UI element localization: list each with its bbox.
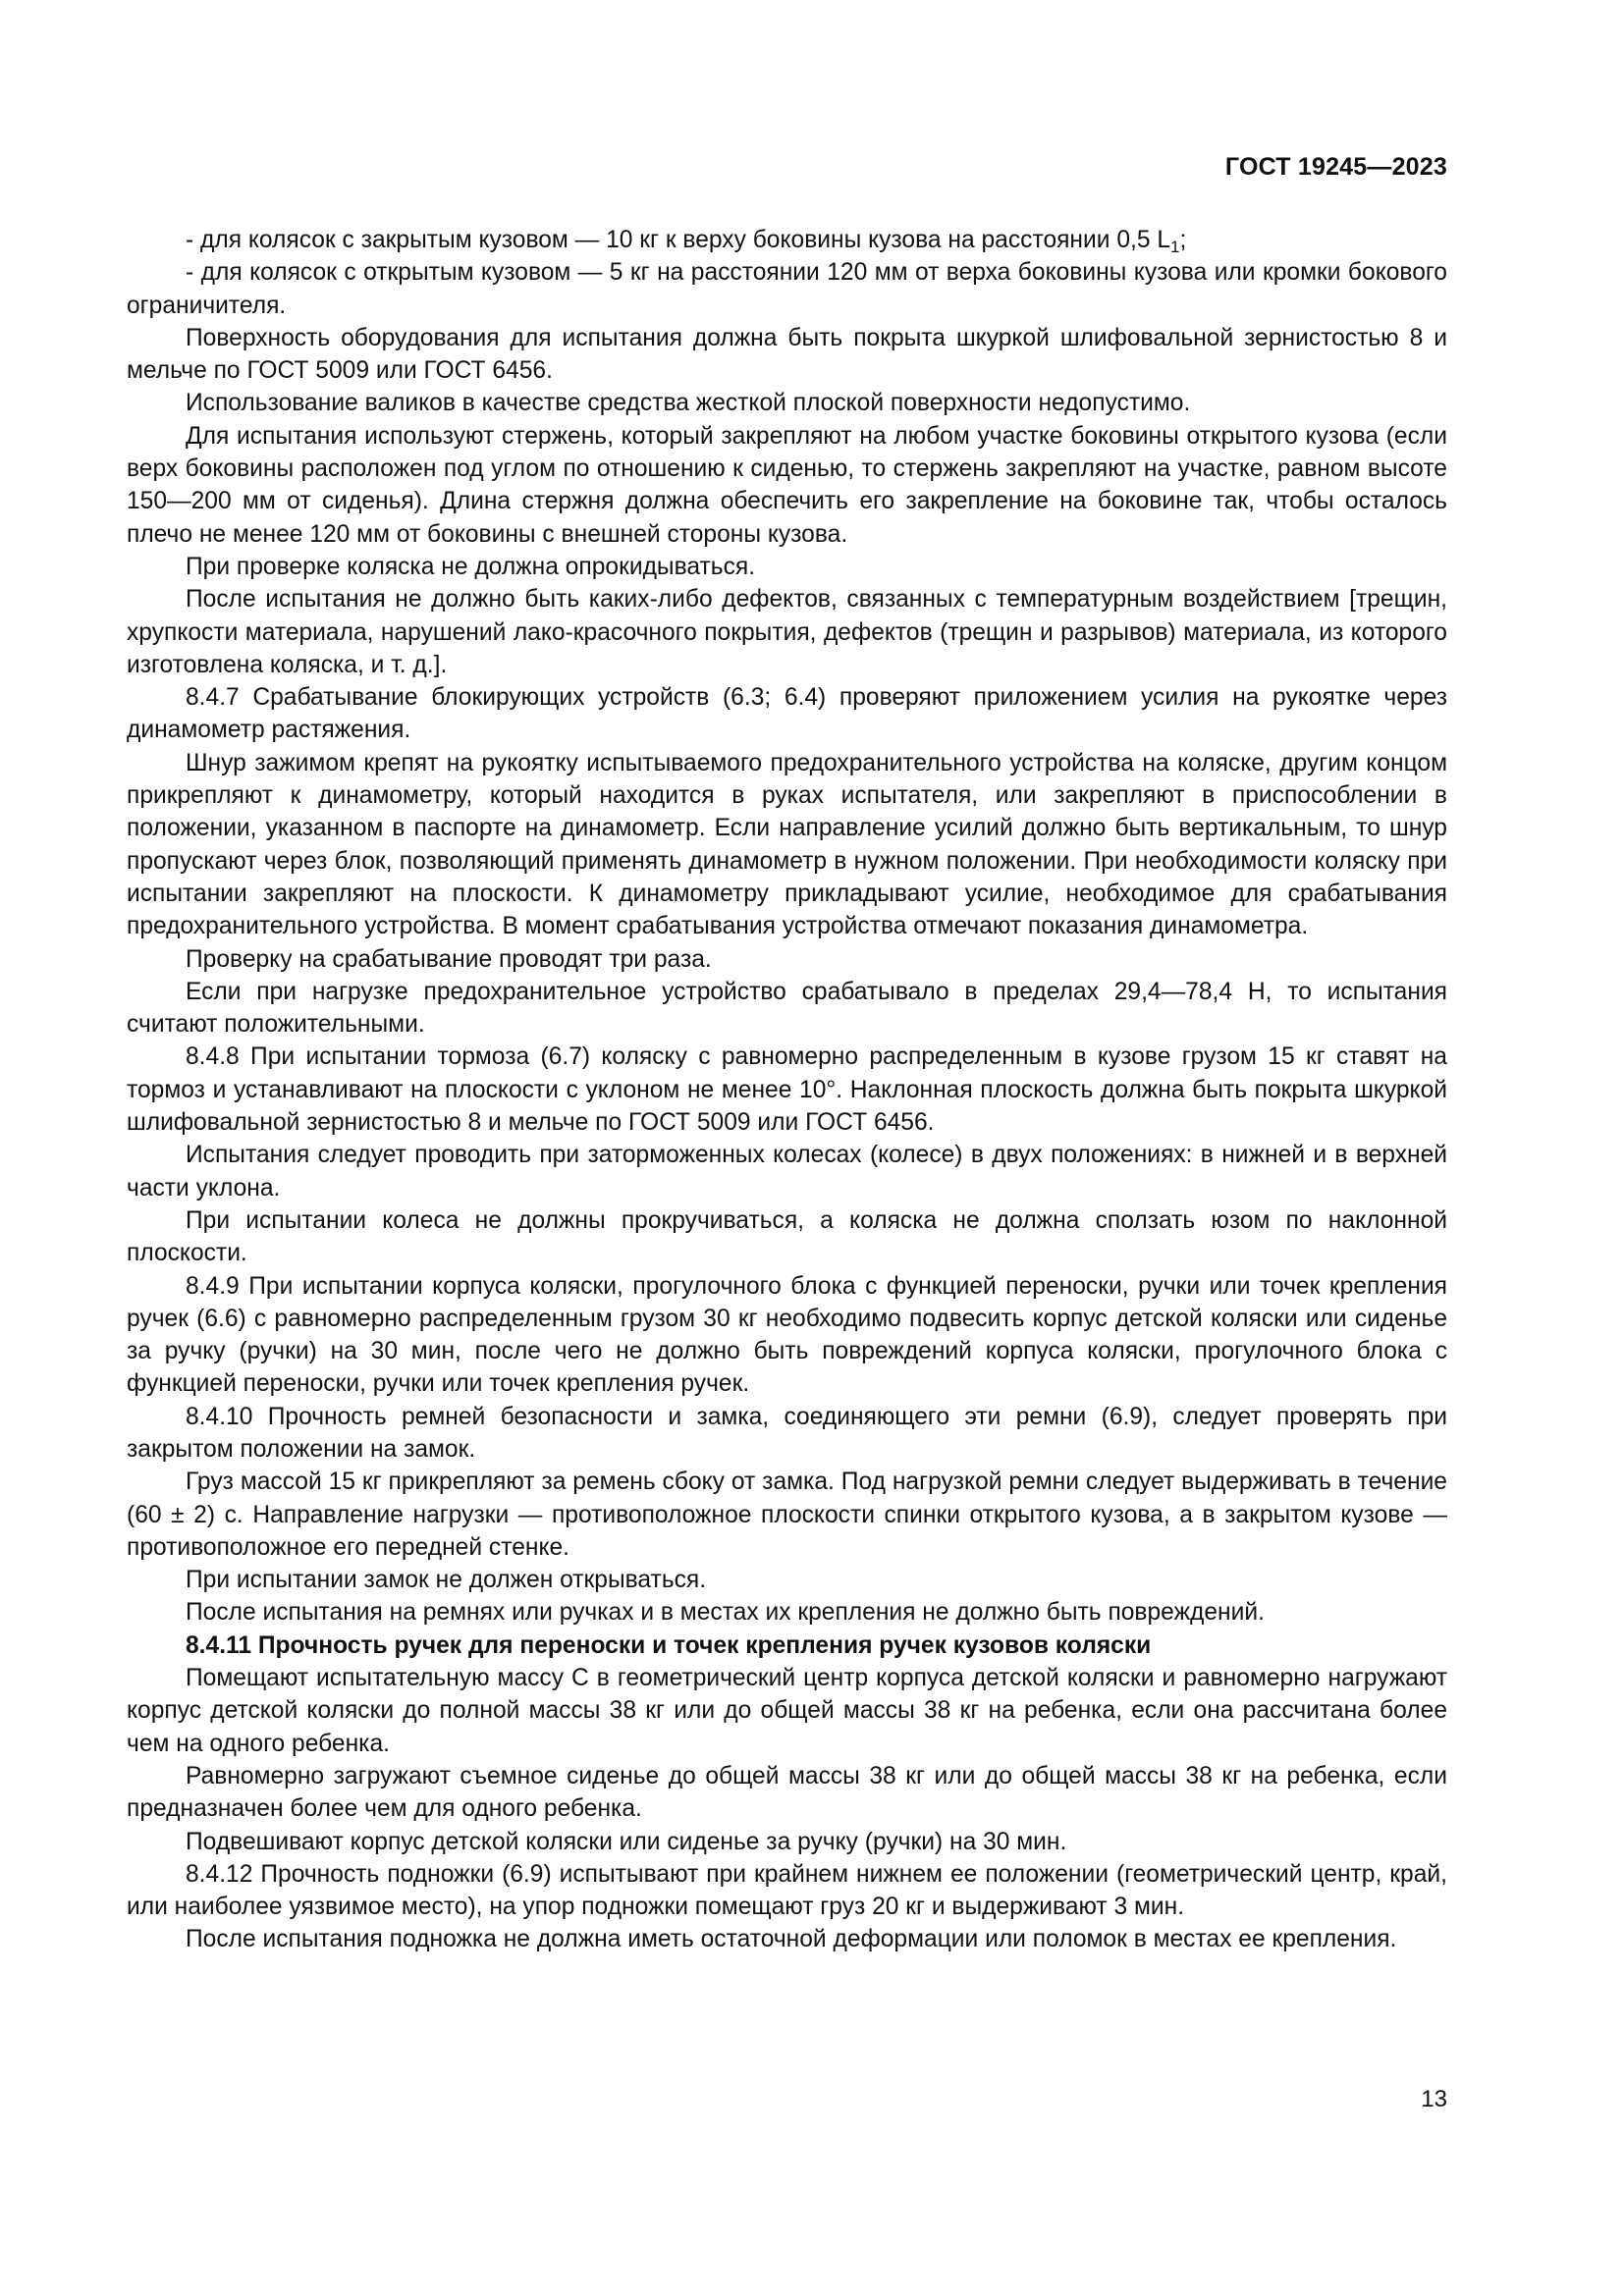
paragraph-text: После испытания не должно быть каких-либо дефектов, связанных с температурным воздействием [трещин, хрупкости материала, нарушений лако-красочного покрытия, дефектов (трещин и разрывов) материала, из которого изготовлена коляска, и т. д.]. bbox=[127, 586, 1447, 678]
paragraph-text: Проверку на срабатывание проводят три раза. bbox=[186, 945, 712, 973]
paragraph-text: После испытания на ремнях или ручках и в местах их крепления не должно быть повреждений. bbox=[186, 1599, 1265, 1627]
paragraph bbox=[127, 1662, 1447, 1760]
paragraph bbox=[127, 224, 1447, 256]
paragraph bbox=[127, 1204, 1447, 1270]
paragraph bbox=[127, 420, 1447, 551]
paragraph bbox=[127, 256, 1447, 322]
paragraph bbox=[127, 747, 1447, 943]
paragraph-text: Подвешивают корпус детской коляски или сиденье за ручку (ручки) на 30 мин. bbox=[186, 1828, 1067, 1855]
paragraph-text: 8.4.10 Прочность ремней безопасности и замка, соединяющего эти ремни (6.9), следует проверять при закрытом положении на замок. bbox=[127, 1403, 1447, 1463]
paragraph-text: Помещают испытательную массу С в геометрический центр корпуса детской коляски и равномерно нагружают корпус детской коляски до полной массы 38 кг или до общей массы 38 кг на ребенка, если она рассчитана более чем на одного ребенка. bbox=[127, 1665, 1447, 1757]
paragraph bbox=[127, 1564, 1447, 1596]
paragraph-text: Шнур зажимом крепят на рукоятку испытываемого предохранительного устройства на коляске, другим концом прикрепляют к динамометру, который находится в руках испытателя, или закрепляют в приспособлении в положении, указанном в паспорте на динамометр. Если направление усилий должно быть вертикальным, то шнур пропускают через блок, позволяющий применять динамометр в нужном положении. При необходимости коляску при испытании закрепляют на плоскости. К динамометру прикладывают усилие, необходимое для срабатывания предохранительного устройства. В момент срабатывания устройства отмечают показания динамометра. bbox=[127, 749, 1447, 940]
paragraph-text: Если при нагрузке предохранительное устройство срабатывало в пределах 29,4—78,4 Н, то испытания считают положительными. bbox=[127, 978, 1447, 1039]
paragraph bbox=[127, 681, 1447, 747]
subscript: 1 bbox=[1170, 238, 1180, 256]
paragraph bbox=[127, 1466, 1447, 1564]
paragraph-text: При испытании замок не должен открываться. bbox=[186, 1567, 707, 1594]
paragraph-text: Груз массой 15 кг прикрепляют за ремень сбоку от замка. Под нагрузкой ремни следует выдерживать в течение (60 ± 2) с. Направление нагрузки — противоположное плоскости спинки открытого кузова, а в закрытом кузове — противоположное его передней стенке. bbox=[127, 1468, 1447, 1561]
paragraph-text: - для колясок с закрытым кузовом — 10 кг к верху боковины кузова на расстоянии 0,5 L bbox=[186, 227, 1171, 253]
paragraph bbox=[127, 1826, 1447, 1858]
paragraph-text: Поверхность оборудования для испытания должна быть покрыта шкуркой шлифовальной зернистостью 8 и мельче по ГОСТ 5009 или ГОСТ 6456. bbox=[127, 324, 1447, 385]
paragraph-text: При испытании колеса не должны прокручиваться, а коляска не должна сползать юзом по наклонной плоскости. bbox=[127, 1206, 1447, 1267]
paragraph-text: 8.4.11 Прочность ручек для переноски и точек крепления ручек кузовов коляски bbox=[186, 1631, 1152, 1659]
paragraph bbox=[127, 1923, 1447, 1955]
standard-header: ГОСТ 19245—2023 bbox=[1224, 153, 1447, 181]
paragraph-text: При проверке коляска не должна опрокидываться. bbox=[186, 553, 756, 580]
paragraph bbox=[127, 322, 1447, 388]
paragraph bbox=[127, 583, 1447, 681]
paragraph-text: Использование валиков в качестве средства жесткой плоской поверхности недопустимо. bbox=[186, 390, 1191, 417]
paragraph bbox=[127, 1596, 1447, 1629]
paragraph bbox=[127, 1858, 1447, 1924]
paragraph bbox=[127, 1139, 1447, 1204]
paragraph bbox=[127, 387, 1447, 419]
paragraph-tail: ; bbox=[1179, 227, 1187, 253]
paragraph bbox=[127, 551, 1447, 583]
paragraph bbox=[127, 1401, 1447, 1467]
page-number: 13 bbox=[1421, 2086, 1447, 2112]
paragraph bbox=[127, 976, 1447, 1041]
paragraph-text: 8.4.7 Срабатывание блокирующих устройств (6.3; 6.4) проверяют приложением усилия на рукоятке через динамометр растяжения. bbox=[127, 684, 1447, 744]
document-body bbox=[127, 224, 1447, 1956]
paragraph bbox=[127, 1041, 1447, 1139]
paragraph-text: После испытания подножка не должна иметь остаточной деформации или поломок в местах ее крепления. bbox=[186, 1926, 1397, 1953]
paragraph bbox=[127, 943, 1447, 976]
paragraph-text: Для испытания используют стержень, который закрепляют на любом участке боковины открытого кузова (если верх боковины расположен под углом по отношению к сиденью, то стержень закрепляют на участке, равном высоте 150—200 мм от сиденья). Длина стержня должна обеспечить его закрепление на боковине так, чтобы осталось плечо не менее 120 мм от боковины с внешней стороны кузова. bbox=[127, 422, 1447, 548]
paragraph-text: 8.4.8 При испытании тормоза (6.7) коляску с равномерно распределенным в кузове грузом 15 кг ставят на тормоз и устанавливают на плоскости с уклоном не менее 10°. Наклонная плоскость должна быть покрыта шкуркой шлифовальной зернистостью 8 и мельче по ГОСТ 5009 или ГОСТ 6456. bbox=[127, 1043, 1447, 1137]
paragraph-text: 8.4.12 Прочность подножки (6.9) испытывают при крайнем нижнем ее положении (геометрический центр, край, или наиболее уязвимое место), на упор подножки помещают груз 20 кг и выдерживают 3 мин. bbox=[127, 1860, 1447, 1921]
paragraph bbox=[127, 1270, 1447, 1401]
paragraph-text: 8.4.9 При испытании корпуса коляски, прогулочного блока с функцией переноски, ручки или точек крепления ручек (6.6) с равномерно распределенным грузом 30 кг необходимо подвесить корпус детской коляски или сиденье за ручку (ручки) на 30 мин, после чего не должно быть повреждений корпуса коляски, прогулочного блока с функцией переноски, ручки или точек крепления ручек. bbox=[127, 1272, 1447, 1398]
section-heading bbox=[127, 1629, 1447, 1662]
paragraph bbox=[127, 1760, 1447, 1826]
paragraph-text: - для колясок с открытым кузовом — 5 кг на расстоянии 120 мм от верха боковины кузова или кромки бокового ограничителя. bbox=[127, 259, 1447, 319]
paragraph-text: Испытания следует проводить при заторможенных колесах (колесе) в двух положениях: в нижней и в верхней части уклона. bbox=[127, 1142, 1447, 1201]
paragraph-text: Равномерно загружают съемное сиденье до общей массы 38 кг или до общей массы 38 кг на ребенка, если предназначен более чем для одного ребенка. bbox=[127, 1762, 1447, 1823]
